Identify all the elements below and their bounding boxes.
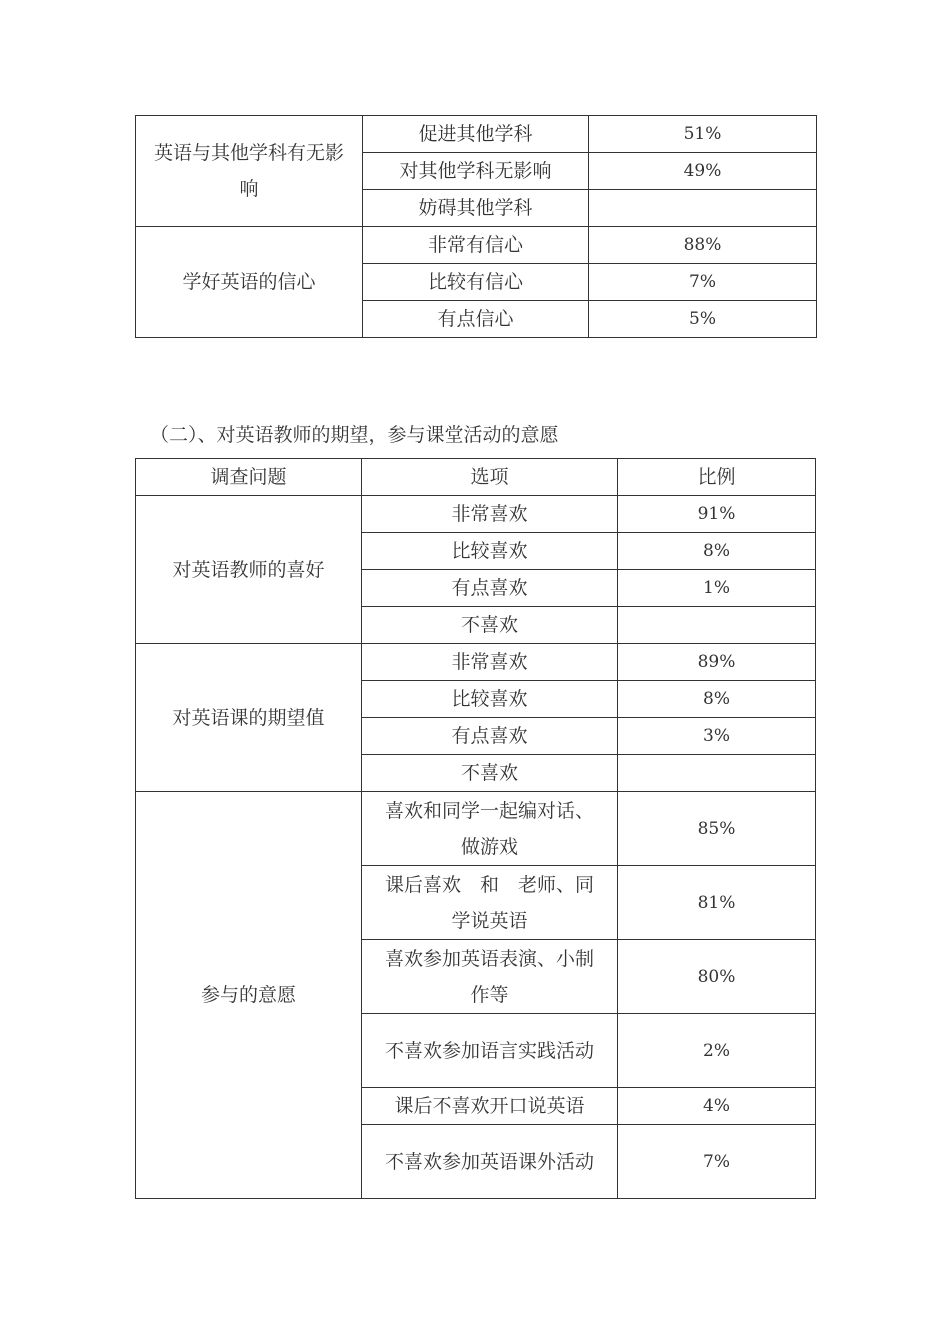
ratio-cell: 49% [589,153,817,190]
ratio-cell: 1% [618,570,816,607]
ratio-cell: 4% [618,1088,816,1125]
question-cell: 参与的意愿 [136,792,362,1199]
ratio-cell: 89% [618,644,816,681]
question-cell: 英语与其他学科有无影响 [136,116,363,227]
option-cell: 课后喜欢 和 老师、同学说英语 [362,866,618,940]
ratio-cell: 8% [618,533,816,570]
ratio-cell: 81% [618,866,816,940]
option-cell: 有点喜欢 [362,570,618,607]
option-cell: 有点信心 [363,301,589,338]
ratio-cell [618,607,816,644]
table-row [136,496,816,533]
ratio-cell: 8% [618,681,816,718]
ratio-cell [589,190,817,227]
option-cell: 比较喜欢 [362,681,618,718]
option-cell: 不喜欢参加英语课外活动 [362,1125,618,1199]
option-cell: 非常有信心 [363,227,589,264]
question-cell: 学好英语的信心 [136,227,363,338]
question-cell: 对英语课的期望值 [136,644,362,792]
ratio-cell: 7% [618,1125,816,1199]
option-cell: 喜欢和同学一起编对话、做游戏 [362,792,618,866]
option-cell: 不喜欢 [362,755,618,792]
survey-table-2 [135,458,816,1199]
section-heading: （二）、对英语教师的期望，参与课堂活动的意愿 [150,424,559,446]
option-cell: 课后不喜欢开口说英语 [362,1088,618,1125]
option-cell: 不喜欢 [362,607,618,644]
ratio-cell: 7% [589,264,817,301]
option-cell: 妨碍其他学科 [363,190,589,227]
table-header-row [136,459,816,496]
option-cell: 非常喜欢 [362,496,618,533]
option-cell: 比较有信心 [363,264,589,301]
header-option: 选项 [362,459,618,496]
option-cell: 比较喜欢 [362,533,618,570]
header-ratio: 比例 [618,459,816,496]
option-cell: 非常喜欢 [362,644,618,681]
ratio-cell: 88% [589,227,817,264]
ratio-cell: 85% [618,792,816,866]
table-row [136,792,816,866]
survey-table-1 [135,115,817,338]
header-question: 调查问题 [136,459,362,496]
ratio-cell: 80% [618,940,816,1014]
ratio-cell: 3% [618,718,816,755]
table-row [136,644,816,681]
option-cell: 对其他学科无影响 [363,153,589,190]
ratio-cell: 5% [589,301,817,338]
ratio-cell [618,755,816,792]
table-row [136,227,817,264]
option-cell: 不喜欢参加语言实践活动 [362,1014,618,1088]
option-cell: 喜欢参加英语表演、小制作等 [362,940,618,1014]
question-cell: 对英语教师的喜好 [136,496,362,644]
option-cell: 促进其他学科 [363,116,589,153]
ratio-cell: 91% [618,496,816,533]
table-row [136,116,817,153]
option-cell: 有点喜欢 [362,718,618,755]
ratio-cell: 2% [618,1014,816,1088]
ratio-cell: 51% [589,116,817,153]
